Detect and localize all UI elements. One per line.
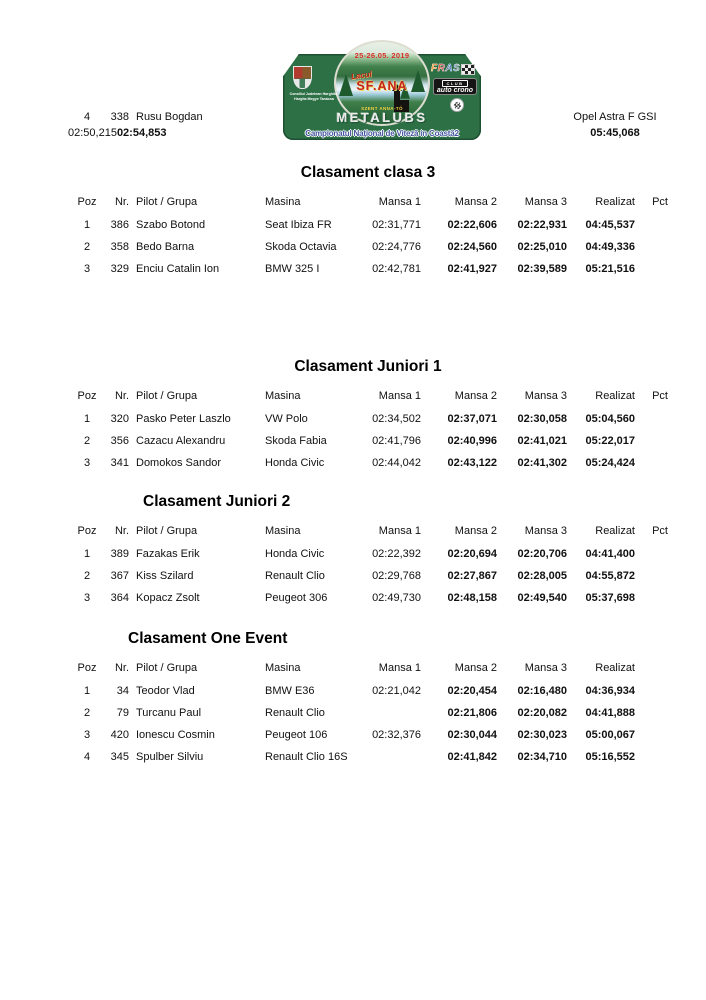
col-mansa2: Mansa 2 bbox=[454, 390, 497, 402]
cell-poz: 3 bbox=[83, 729, 91, 741]
results-table-juniori-2 bbox=[68, 519, 668, 609]
cell-poz: 2 bbox=[83, 707, 91, 719]
cell-poz: 2 bbox=[83, 241, 91, 253]
table-row bbox=[68, 702, 668, 724]
council-line1: Consiliul Judetean Harghita- bbox=[289, 92, 339, 96]
section-juniori-1 bbox=[0, 358, 706, 474]
table-title: Clasament Juniori 1 bbox=[294, 358, 442, 375]
cell-realizat: 04:49,336 bbox=[585, 241, 635, 253]
table-row bbox=[68, 724, 668, 746]
results-table-one-event bbox=[68, 656, 668, 768]
cell-mansa3: 02:30,058 bbox=[517, 413, 567, 425]
cell-mansa3: 02:25,010 bbox=[517, 241, 567, 253]
cell-mansa3: 02:20,706 bbox=[517, 548, 567, 560]
sponsor-label: METALUBS bbox=[336, 110, 428, 125]
col-mansa3: Mansa 3 bbox=[524, 662, 567, 674]
table-row bbox=[68, 587, 668, 609]
club-label: CLUB bbox=[442, 80, 468, 87]
cell-pct bbox=[635, 430, 668, 452]
table-row bbox=[68, 452, 668, 474]
table-row bbox=[68, 565, 668, 587]
cell-mansa3: 02:16,480 bbox=[517, 685, 567, 697]
col-mansa3: Mansa 3 bbox=[524, 390, 567, 402]
col-realizat: Realizat bbox=[595, 390, 635, 402]
cell-mansa1: 02:41,796 bbox=[372, 435, 421, 447]
cell-pilot: Domokos Sandor bbox=[136, 457, 221, 469]
results-table-clasa-3 bbox=[68, 190, 668, 280]
cell-mansa1: 02:42,781 bbox=[372, 263, 421, 275]
cell-pct bbox=[635, 565, 668, 587]
cell-mansa3: 02:20,082 bbox=[517, 707, 567, 719]
cell-realizat: 04:36,934 bbox=[585, 685, 635, 697]
table-row bbox=[68, 543, 668, 565]
cell-realizat: 05:16,552 bbox=[585, 751, 635, 763]
cell-nr: 79 bbox=[116, 707, 129, 719]
council-line2: Hargita Megye Tanácsa bbox=[294, 96, 334, 101]
col-mansa2: Mansa 2 bbox=[454, 662, 497, 674]
cell-mansa3: 02:34,710 bbox=[517, 751, 567, 763]
championship-label: Campionatul Naţional de Viteză in Coastă2 bbox=[305, 129, 459, 138]
cell-realizat: 04:41,888 bbox=[585, 707, 635, 719]
carryover-nr: 338 bbox=[110, 111, 129, 123]
col-masina: Masina bbox=[265, 662, 301, 674]
cell-nr: 320 bbox=[110, 413, 129, 425]
col-pilot: Pilot / Grupa bbox=[136, 390, 198, 402]
cell-mansa1: 02:32,376 bbox=[372, 729, 421, 741]
event-date: 25-26.05. 2019 bbox=[354, 51, 410, 60]
cell-mansa2: 02:20,454 bbox=[447, 685, 497, 697]
lake-prefix: Lacul bbox=[350, 69, 373, 82]
col-nr: Nr. bbox=[114, 390, 129, 402]
cell-mansa1: 02:49,730 bbox=[372, 592, 421, 604]
cell-mansa1: 02:44,042 bbox=[372, 457, 421, 469]
cell-mansa3: 02:22,931 bbox=[517, 219, 567, 231]
cell-pilot: Cazacu Alexandru bbox=[136, 435, 226, 447]
col-poz: Poz bbox=[77, 390, 97, 402]
cell-masina: Skoda Octavia bbox=[265, 241, 337, 253]
cell-pilot: Ionescu Cosmin bbox=[136, 729, 215, 741]
cell-pct bbox=[635, 724, 668, 746]
cell-mansa2: 02:20,694 bbox=[447, 548, 497, 560]
col-nr: Nr. bbox=[114, 196, 129, 208]
col-nr: Nr. bbox=[114, 525, 129, 537]
cell-pct bbox=[635, 587, 668, 609]
col-pct: Pct bbox=[652, 196, 668, 208]
col-pct-empty bbox=[635, 656, 668, 680]
col-masina: Masina bbox=[265, 525, 301, 537]
table-title: Clasament clasa 3 bbox=[300, 164, 436, 181]
col-masina: Masina bbox=[265, 196, 301, 208]
carryover-time-a: 02:50,215 bbox=[68, 127, 117, 139]
carryover-poz: 4 bbox=[83, 111, 91, 123]
table-header-row bbox=[68, 384, 668, 408]
cell-masina: Skoda Fabia bbox=[265, 435, 327, 447]
cell-mansa2: 02:30,044 bbox=[447, 729, 497, 741]
cell-masina: BMW E36 bbox=[265, 685, 315, 697]
carryover-times bbox=[68, 127, 166, 140]
cell-mansa3: 02:28,005 bbox=[517, 570, 567, 582]
table-header-row bbox=[68, 519, 668, 543]
cell-masina: BMW 325 I bbox=[265, 263, 320, 275]
carryover-pilot: Rusu Bogdan bbox=[136, 111, 203, 123]
cell-pct bbox=[635, 214, 668, 236]
cell-mansa3: 02:30,023 bbox=[517, 729, 567, 741]
cell-poz: 3 bbox=[83, 592, 91, 604]
table-row bbox=[68, 236, 668, 258]
cell-pilot: Teodor Vlad bbox=[136, 685, 195, 697]
cell-nr: 356 bbox=[110, 435, 129, 447]
cell-masina: Peugeot 106 bbox=[265, 729, 328, 741]
cell-pct bbox=[635, 702, 668, 724]
cell-pilot: Pasko Peter Laszlo bbox=[136, 413, 231, 425]
rally-plate-logo bbox=[283, 40, 481, 140]
cell-mansa2: 02:27,867 bbox=[447, 570, 497, 582]
cell-poz: 1 bbox=[83, 548, 91, 560]
cell-mansa3: 02:41,302 bbox=[517, 457, 567, 469]
table-title: Clasament One Event bbox=[128, 630, 288, 647]
col-mansa2: Mansa 2 bbox=[454, 196, 497, 208]
results-table-juniori-1 bbox=[68, 384, 668, 474]
cell-mansa3: 02:39,589 bbox=[517, 263, 567, 275]
cell-pct bbox=[635, 408, 668, 430]
cell-pct bbox=[635, 258, 668, 280]
cell-mansa1 bbox=[358, 702, 421, 724]
section-juniori-2 bbox=[0, 493, 706, 609]
cell-pct bbox=[635, 680, 668, 702]
col-mansa3: Mansa 3 bbox=[524, 196, 567, 208]
cell-mansa2: 02:24,560 bbox=[447, 241, 497, 253]
cell-mansa3: 02:49,540 bbox=[517, 592, 567, 604]
lake-name: SF.ANA bbox=[356, 79, 408, 93]
cell-nr: 420 bbox=[110, 729, 129, 741]
carryover-total: 05:45,068 bbox=[590, 127, 640, 139]
carryover-car: Opel Astra F GSI bbox=[573, 111, 657, 123]
cell-pilot: Turcanu Paul bbox=[136, 707, 202, 719]
col-poz: Poz bbox=[77, 196, 97, 208]
section-one-event bbox=[0, 630, 706, 768]
table-header-row bbox=[68, 190, 668, 214]
cell-poz: 2 bbox=[83, 570, 91, 582]
cell-realizat: 04:41,400 bbox=[585, 548, 635, 560]
col-pct: Pct bbox=[652, 390, 668, 402]
cell-masina: Renault Clio bbox=[265, 570, 325, 582]
fras-label: FRAS bbox=[431, 63, 461, 74]
cell-pilot: Spulber Silviu bbox=[136, 751, 204, 763]
col-mansa3: Mansa 3 bbox=[524, 525, 567, 537]
cell-pilot: Bedo Barna bbox=[136, 241, 195, 253]
table-header-row bbox=[68, 656, 668, 680]
cell-pilot: Fazakas Erik bbox=[136, 548, 200, 560]
cell-realizat: 04:45,537 bbox=[585, 219, 635, 231]
cell-mansa1: 02:31,771 bbox=[372, 219, 421, 231]
cell-nr: 345 bbox=[110, 751, 129, 763]
carryover-time-b: 02:54,853 bbox=[116, 127, 167, 139]
table-row bbox=[68, 214, 668, 236]
table-row bbox=[68, 430, 668, 452]
cell-mansa2: 02:48,158 bbox=[447, 592, 497, 604]
cell-realizat: 05:21,516 bbox=[585, 263, 635, 275]
cell-mansa1: 02:22,392 bbox=[372, 548, 421, 560]
cell-mansa1: 02:29,768 bbox=[372, 570, 421, 582]
cell-pct bbox=[635, 236, 668, 258]
col-poz: Poz bbox=[77, 662, 97, 674]
cell-mansa2: 02:41,842 bbox=[447, 751, 497, 763]
table-title: Clasament Juniori 2 bbox=[143, 493, 291, 510]
cell-nr: 329 bbox=[110, 263, 129, 275]
cell-poz: 3 bbox=[83, 263, 91, 275]
table-row bbox=[68, 408, 668, 430]
cell-realizat: 05:00,067 bbox=[585, 729, 635, 741]
col-pilot: Pilot / Grupa bbox=[136, 525, 198, 537]
cell-mansa1: 02:34,502 bbox=[372, 413, 421, 425]
cell-mansa2: 02:41,927 bbox=[447, 263, 497, 275]
cell-masina: Renault Clio bbox=[265, 707, 325, 719]
cell-masina: Peugeot 306 bbox=[265, 592, 328, 604]
col-mansa1: Mansa 1 bbox=[378, 390, 421, 402]
cell-masina: VW Polo bbox=[265, 413, 308, 425]
harghita-crest-icon bbox=[293, 66, 312, 89]
cell-pilot: Szabo Botond bbox=[136, 219, 206, 231]
cell-mansa1: 02:24,776 bbox=[372, 241, 421, 253]
cell-nr: 358 bbox=[110, 241, 129, 253]
col-realizat: Realizat bbox=[595, 662, 635, 674]
col-pct: Pct bbox=[652, 525, 668, 537]
col-pilot: Pilot / Grupa bbox=[136, 662, 198, 674]
cell-mansa2: 02:40,996 bbox=[447, 435, 497, 447]
cell-poz: 2 bbox=[83, 435, 91, 447]
cell-nr: 341 bbox=[110, 457, 129, 469]
cell-pilot: Kopacz Zsolt bbox=[136, 592, 200, 604]
col-mansa1: Mansa 1 bbox=[378, 662, 421, 674]
section-clasa-3 bbox=[0, 164, 706, 280]
table-row bbox=[68, 746, 668, 768]
cell-masina: Honda Civic bbox=[265, 457, 325, 469]
cell-nr: 34 bbox=[116, 685, 129, 697]
cell-poz: 4 bbox=[83, 751, 91, 763]
cell-pilot: Enciu Catalin Ion bbox=[136, 263, 220, 275]
cell-realizat: 04:55,872 bbox=[585, 570, 635, 582]
cell-nr: 364 bbox=[110, 592, 129, 604]
cell-mansa2: 02:21,806 bbox=[447, 707, 497, 719]
col-mansa2: Mansa 2 bbox=[454, 525, 497, 537]
cell-poz: 1 bbox=[83, 413, 91, 425]
cell-masina: Seat Ibiza FR bbox=[265, 219, 332, 231]
cell-nr: 389 bbox=[110, 548, 129, 560]
col-poz: Poz bbox=[77, 525, 97, 537]
checkered-flag-icon bbox=[461, 64, 475, 75]
col-realizat: Realizat bbox=[595, 196, 635, 208]
auto-crono-label: auto crono bbox=[436, 87, 474, 94]
col-nr: Nr. bbox=[114, 662, 129, 674]
col-realizat: Realizat bbox=[595, 525, 635, 537]
cell-realizat: 05:24,424 bbox=[585, 457, 635, 469]
cell-realizat: 05:22,017 bbox=[585, 435, 635, 447]
cell-mansa1: 02:21,042 bbox=[372, 685, 421, 697]
table-row bbox=[68, 258, 668, 280]
cell-masina: Renault Clio 16S bbox=[265, 751, 348, 763]
cell-mansa3: 02:41,021 bbox=[517, 435, 567, 447]
fras-logo bbox=[429, 63, 477, 76]
col-mansa1: Mansa 1 bbox=[378, 525, 421, 537]
cell-poz: 1 bbox=[83, 685, 91, 697]
cell-pct bbox=[635, 452, 668, 474]
cell-nr: 386 bbox=[110, 219, 129, 231]
cell-realizat: 05:37,698 bbox=[585, 592, 635, 604]
cell-mansa2: 02:37,071 bbox=[447, 413, 497, 425]
cell-masina: Honda Civic bbox=[265, 548, 325, 560]
council-label bbox=[283, 92, 345, 102]
cell-pct bbox=[635, 543, 668, 565]
col-mansa1: Mansa 1 bbox=[378, 196, 421, 208]
cell-mansa2: 02:43,122 bbox=[447, 457, 497, 469]
col-masina: Masina bbox=[265, 390, 301, 402]
table-row bbox=[68, 680, 668, 702]
cell-poz: 3 bbox=[83, 457, 91, 469]
cell-mansa2: 02:22,606 bbox=[447, 219, 497, 231]
lake-subtitle: SZENT ANNA-TÓ bbox=[361, 106, 403, 111]
cell-nr: 367 bbox=[110, 570, 129, 582]
cell-poz: 1 bbox=[83, 219, 91, 231]
cell-mansa1 bbox=[358, 746, 421, 768]
cell-pct bbox=[635, 746, 668, 768]
club-auto-crono-logo bbox=[433, 78, 477, 95]
cell-realizat: 05:04,560 bbox=[585, 413, 635, 425]
col-pilot: Pilot / Grupa bbox=[136, 196, 198, 208]
cell-pilot: Kiss Szilard bbox=[136, 570, 194, 582]
